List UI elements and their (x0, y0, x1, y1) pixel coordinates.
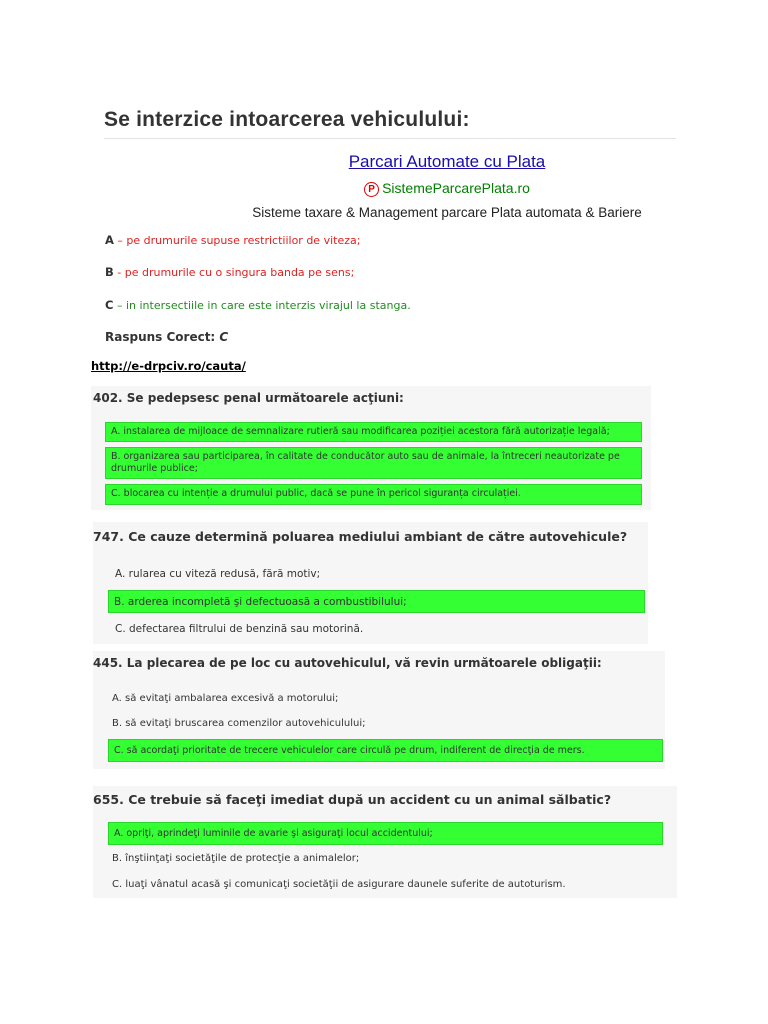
source-url-link[interactable]: http://e-drpciv.ro/cauta/ (91, 359, 246, 373)
q402-option-a: A. instalarea de mijloace de semnalizare rutieră sau modificarea poziției acestora fără autorizație legală; (105, 422, 642, 442)
ad-site-label: SistemeParcarePlata.ro (382, 180, 530, 196)
answer-label: Raspuns Corect: (105, 330, 216, 344)
option-text: pe drumurile supuse restrictiilor de viteza; (126, 234, 361, 247)
title-divider (104, 138, 676, 139)
option-letter: A (105, 233, 114, 247)
option-b (105, 265, 354, 279)
answer-value: C (219, 330, 229, 344)
q445-option-a: A. să evitaţi ambalarea excesivă a motorului; (112, 693, 339, 704)
q655-option-a: A. opriţi, aprindeţi luminile de avarie şi asiguraţi locul accidentului; (108, 822, 663, 845)
q445-option-c: C. să acordaţi prioritate de trecere vehiculelor care circulă pe drum, indiferent de direcţia de mers. (108, 739, 663, 762)
ad-site-link[interactable] (232, 180, 662, 197)
parking-icon: P (364, 182, 379, 197)
q655-option-c: C. luaţi vânatul acasă şi comunicaţi societăţii de asigurare daunele suferite de autoturism. (112, 879, 566, 890)
q445-option-b: B. să evitaţi bruscarea comenzilor autovehiculului; (112, 718, 366, 729)
q747-option-b: B. arderea incompletă şi defectuoasă a combustibilului; (108, 590, 645, 613)
option-sep: – (113, 234, 127, 247)
q402-option-b: B. organizarea sau participarea, în calitate de conducător auto sau de animale, la întreceri neautorizate pe drumurile publice; (105, 447, 642, 479)
question-402-title: 402. Se pedepsesc penal următoarele acţiuni: (93, 391, 404, 405)
question-655-title: 655. Ce trebuie să faceţi imediat după un accident cu un animal sălbatic? (93, 792, 612, 807)
page-title: Se interzice intoarcerea vehiculului: (104, 108, 470, 131)
option-a (105, 233, 360, 247)
q747-option-a: A. rularea cu viteză redusă, fără motiv; (115, 568, 321, 580)
q747-option-c: C. defectarea filtrului de benzină sau motorină. (115, 623, 364, 635)
option-letter: C (105, 298, 114, 312)
option-letter: B (105, 265, 114, 279)
ad-description: Sisteme taxare & Management parcare Plata automata & Bariere (252, 205, 642, 220)
option-text: pe drumurile cu o singura banda pe sens; (124, 266, 355, 279)
option-text: in intersectiile in care este interzis virajul la stanga. (125, 299, 411, 312)
q402-option-c: C. blocarea cu intenție a drumului public, dacă se pune în pericol siguranța circulației. (105, 484, 642, 505)
correct-answer (105, 330, 228, 344)
question-747-title: 747. Ce cauze determină poluarea mediului ambiant de către autovehicule? (93, 529, 628, 544)
question-445-title: 445. La plecarea de pe loc cu autovehiculul, vă revin următoarele obligaţii: (93, 656, 602, 670)
option-sep: – (113, 299, 126, 312)
option-c (105, 298, 411, 312)
option-sep: - (113, 266, 125, 279)
q655-option-b: B. înştiinţaţi societăţile de protecţie a animalelor; (112, 853, 360, 864)
ad-title-link[interactable]: Parcari Automate cu Plata (348, 152, 546, 171)
